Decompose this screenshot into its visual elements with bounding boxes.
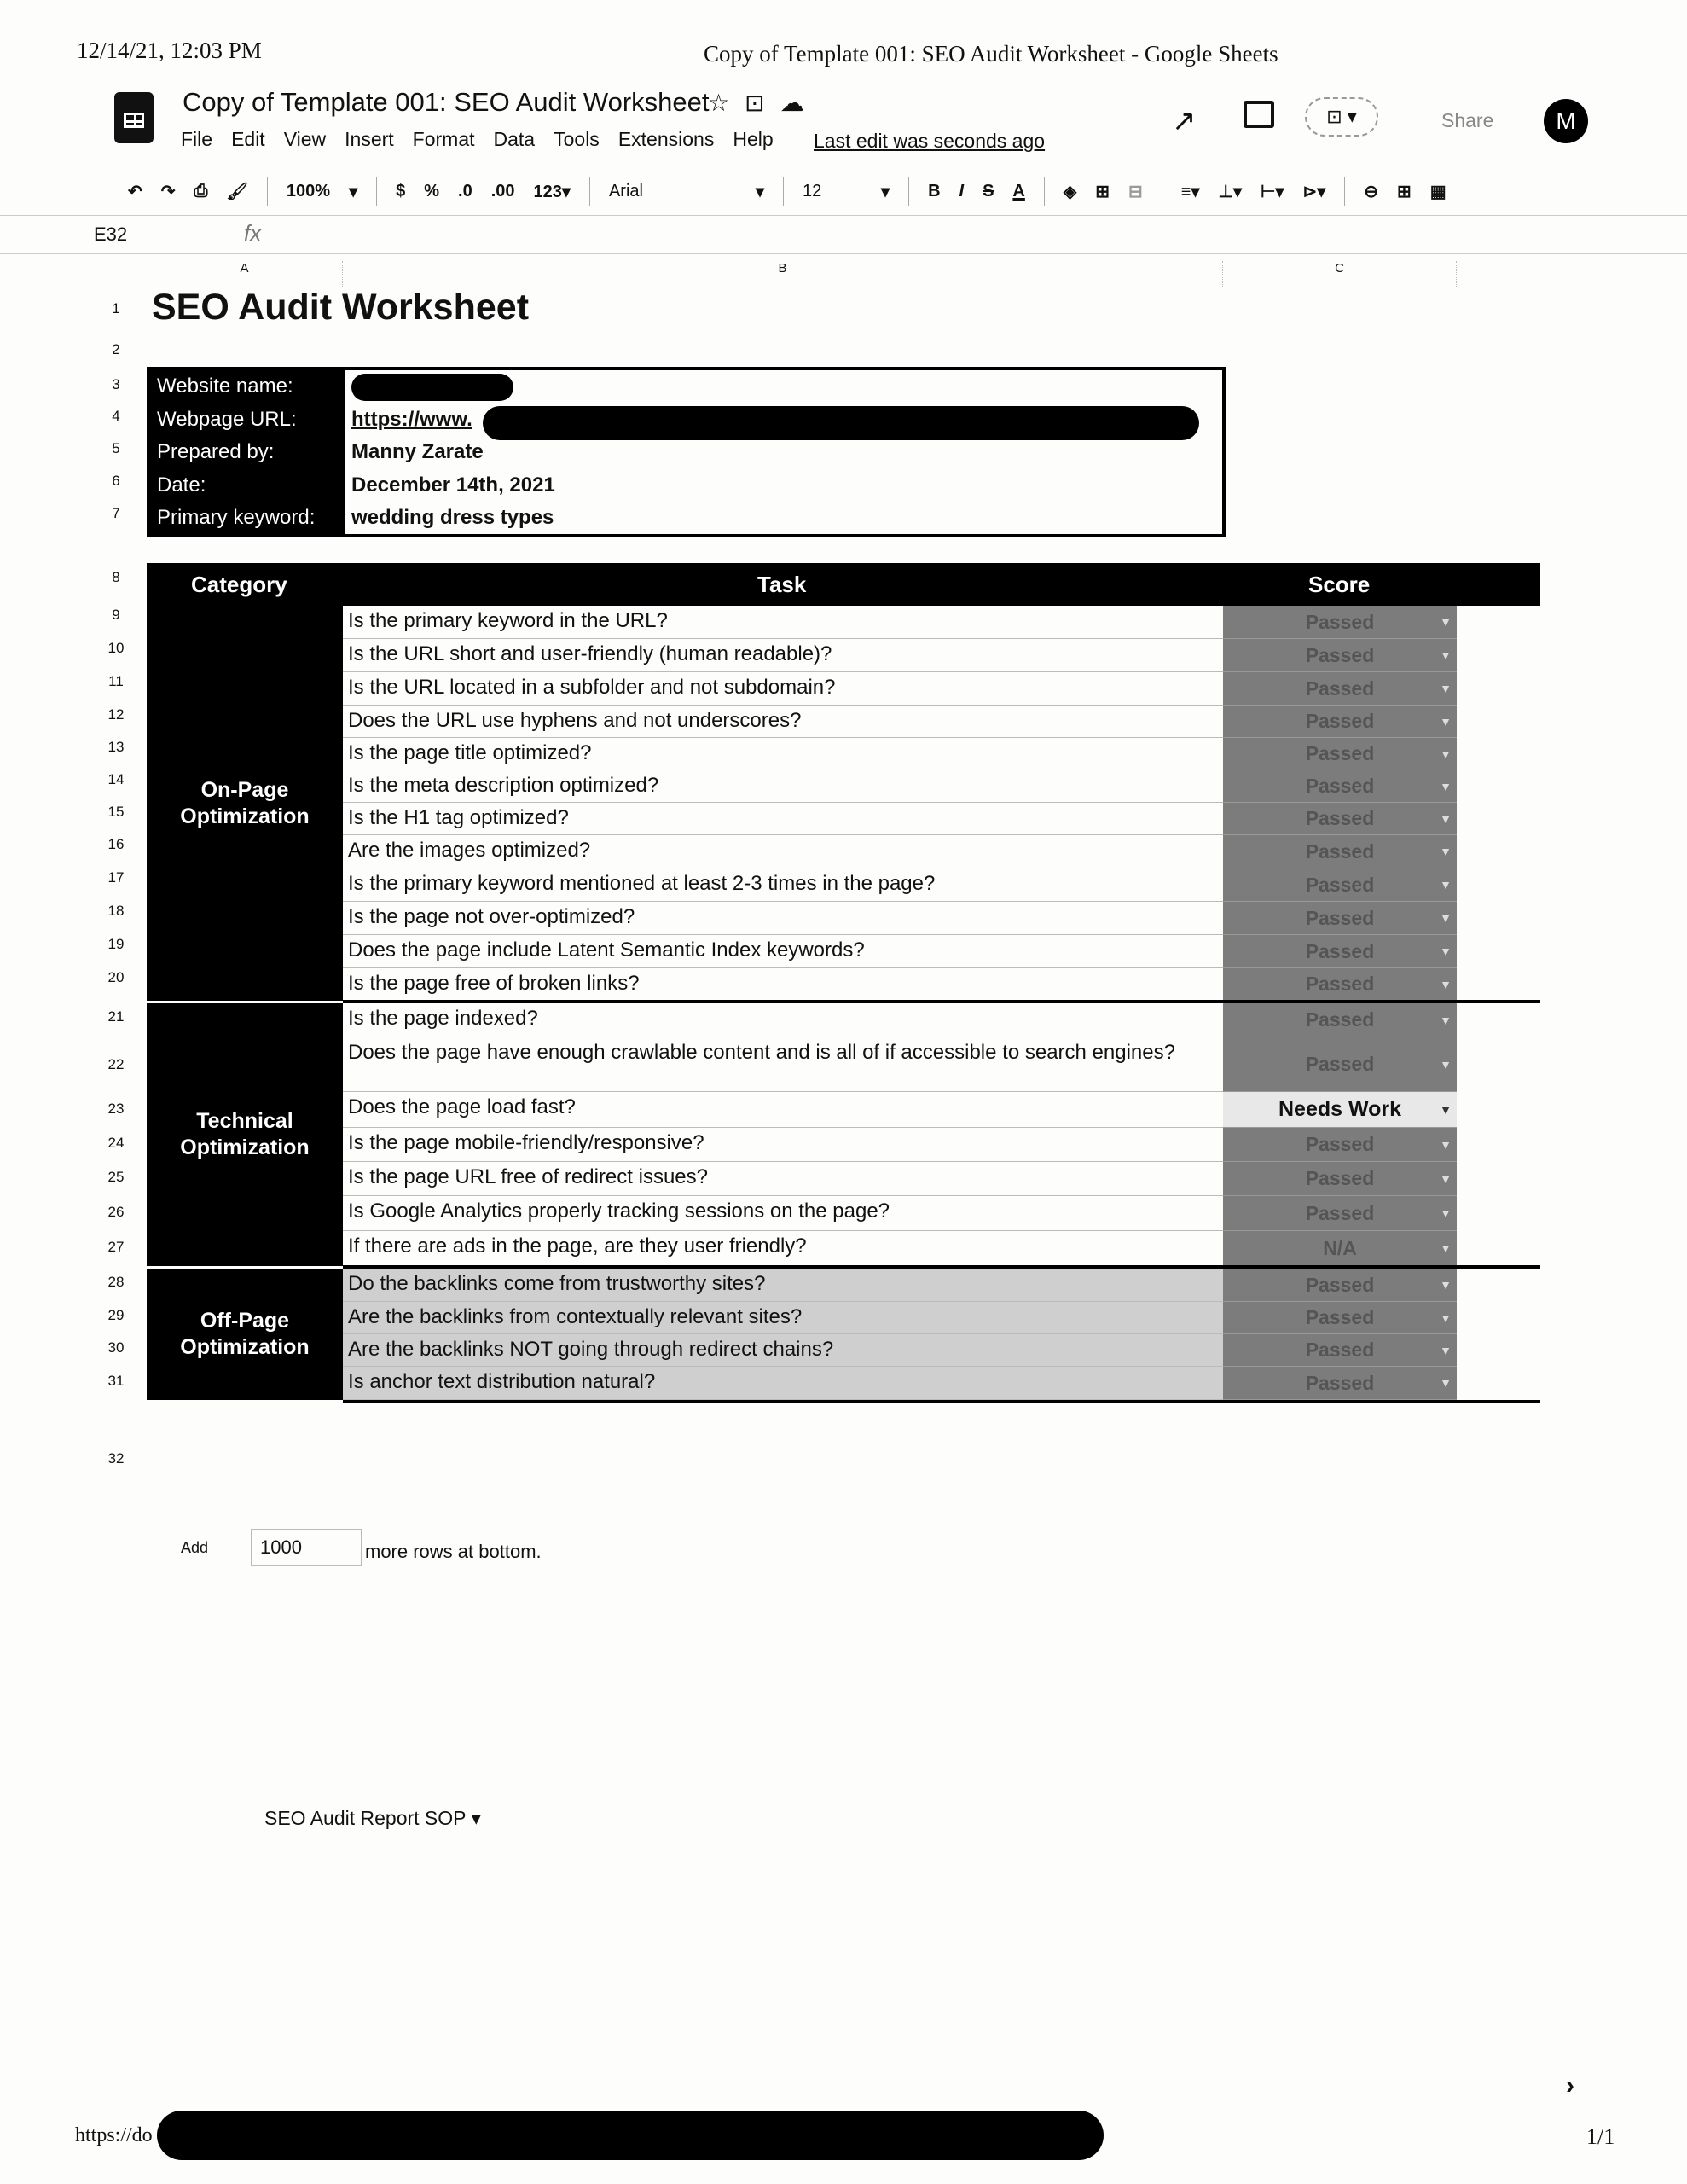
task-row[interactable]: Is the H1 tag optimized? bbox=[343, 803, 1223, 835]
header-score[interactable]: Score bbox=[1308, 572, 1371, 597]
dropdown-arrow-icon[interactable]: ▼ bbox=[1440, 911, 1452, 925]
row-number[interactable]: 22 bbox=[107, 1056, 125, 1072]
print-datetime: 12/14/21, 12:03 PM bbox=[77, 38, 262, 63]
menu-format[interactable]: Format bbox=[412, 128, 475, 150]
score-dropdown[interactable] bbox=[1223, 1162, 1457, 1196]
task-row[interactable]: If there are ads in the page, are they user friendly? bbox=[343, 1231, 1223, 1266]
star-icon[interactable]: ☆ bbox=[708, 90, 745, 116]
chevron-right-icon[interactable]: › bbox=[1566, 2071, 1574, 2100]
row-number[interactable]: 18 bbox=[107, 903, 125, 919]
insert-comment-icon[interactable]: ⊞ bbox=[1397, 182, 1412, 201]
score-value: Passed bbox=[1305, 1201, 1375, 1224]
print-page-title: Copy of Template 001: SEO Audit Worksheet - Google Sheets bbox=[704, 41, 1278, 67]
toolbar-divider bbox=[1044, 177, 1045, 206]
cloud-status-icon[interactable]: ☁ bbox=[780, 90, 820, 116]
row-number[interactable]: 27 bbox=[107, 1239, 125, 1255]
dropdown-arrow-icon[interactable]: ▼ bbox=[1440, 1310, 1452, 1325]
move-folder-icon[interactable]: ⊡ bbox=[745, 90, 780, 116]
sheets-logo-icon[interactable] bbox=[114, 92, 154, 143]
score-dropdown[interactable] bbox=[1223, 803, 1457, 835]
toolbar-divider bbox=[267, 177, 268, 206]
dropdown-arrow-icon[interactable]: ▼ bbox=[1440, 1057, 1452, 1072]
fx-icon: fx bbox=[244, 220, 262, 246]
score-value: Passed bbox=[1305, 906, 1375, 929]
row-number[interactable]: 20 bbox=[107, 969, 125, 985]
info-value-webpage-url[interactable]: https://www. bbox=[351, 407, 472, 431]
info-box bbox=[147, 367, 1226, 537]
row-number[interactable]: 14 bbox=[107, 771, 125, 787]
row-number[interactable]: 10 bbox=[107, 640, 125, 656]
borders-icon[interactable]: ⊞ bbox=[1095, 182, 1110, 201]
score-value: Passed bbox=[1305, 1339, 1375, 1361]
add-rows-suffix: more rows at bottom. bbox=[365, 1541, 542, 1562]
text-color-button[interactable]: A bbox=[1012, 181, 1025, 200]
task-row[interactable]: Is anchor text distribution natural? bbox=[343, 1367, 1223, 1400]
row-number[interactable]: 3 bbox=[112, 376, 120, 392]
add-rows-button[interactable]: Add bbox=[181, 1539, 209, 1556]
task-row[interactable]: Are the backlinks NOT going through redirect chains? bbox=[343, 1334, 1223, 1367]
redo-icon[interactable]: ↷ bbox=[160, 182, 176, 201]
dropdown-arrow-icon[interactable]: ▼ bbox=[1440, 845, 1452, 858]
zoom-chevron-icon[interactable]: ▾ bbox=[349, 182, 358, 201]
row-number[interactable]: 19 bbox=[107, 936, 125, 952]
task-row[interactable]: Is the page indexed? bbox=[343, 1003, 1223, 1037]
score-value: Passed bbox=[1305, 610, 1375, 633]
redaction-mark bbox=[351, 374, 513, 401]
score-dropdown[interactable] bbox=[1223, 1269, 1457, 1302]
menu-file[interactable]: File bbox=[181, 128, 213, 150]
paint-format-icon[interactable]: 🖌 bbox=[226, 182, 248, 201]
font-chevron-icon[interactable]: ▾ bbox=[755, 182, 765, 201]
task-row[interactable]: Is the page free of broken links? bbox=[343, 968, 1223, 1001]
table-header bbox=[147, 563, 1540, 606]
dropdown-arrow-icon[interactable]: ▼ bbox=[1440, 682, 1452, 695]
row-number[interactable]: 12 bbox=[107, 706, 125, 723]
menu-data[interactable]: Data bbox=[493, 128, 536, 150]
score-value: Needs Work bbox=[1278, 1097, 1402, 1121]
dropdown-arrow-icon[interactable]: ▼ bbox=[1440, 977, 1452, 991]
horizontal-align-icon[interactable]: ≡▾ bbox=[1180, 182, 1200, 201]
score-dropdown[interactable] bbox=[1223, 1128, 1457, 1162]
score-value: Passed bbox=[1305, 677, 1375, 700]
row-number[interactable]: 30 bbox=[107, 1339, 125, 1356]
score-value: Passed bbox=[1305, 807, 1375, 829]
score-value: Passed bbox=[1305, 1306, 1375, 1328]
row-number[interactable]: 17 bbox=[107, 869, 125, 886]
menu-bar bbox=[181, 128, 792, 151]
task-row[interactable]: Is the page URL free of redirect issues? bbox=[343, 1162, 1223, 1196]
score-dropdown[interactable] bbox=[1223, 968, 1457, 1001]
print-page-number: 1/1 bbox=[1586, 2124, 1615, 2149]
score-dropdown[interactable] bbox=[1223, 770, 1457, 803]
more-formats-button[interactable]: 123▾ bbox=[533, 182, 571, 201]
score-value: Passed bbox=[1305, 1167, 1375, 1189]
bold-button[interactable]: B bbox=[928, 181, 941, 200]
score-value: Passed bbox=[1305, 839, 1375, 863]
menu-extensions[interactable]: Extensions bbox=[617, 128, 715, 150]
currency-format-button[interactable]: $ bbox=[396, 181, 406, 200]
task-row[interactable]: Does the page load fast? bbox=[343, 1092, 1223, 1128]
score-dropdown[interactable] bbox=[1223, 706, 1457, 738]
dropdown-arrow-icon[interactable]: ▼ bbox=[1440, 1343, 1452, 1357]
row-number[interactable]: 1 bbox=[112, 300, 120, 317]
dropdown-arrow-icon[interactable]: ▼ bbox=[1440, 615, 1452, 629]
category-off-page[interactable]: Off-Page Optimization bbox=[147, 1269, 343, 1400]
row-number[interactable]: 16 bbox=[107, 836, 125, 852]
task-row[interactable]: Is the page not over-optimized? bbox=[343, 902, 1223, 935]
sheet-tab[interactable]: SEO Audit Report SOP ▾ bbox=[264, 1807, 482, 1829]
toolbar bbox=[128, 174, 1465, 208]
menu-view[interactable]: View bbox=[283, 128, 327, 150]
row-number[interactable]: 4 bbox=[112, 408, 120, 424]
dropdown-arrow-icon[interactable]: ▼ bbox=[1440, 811, 1452, 826]
task-row[interactable]: Is the page title optimized? bbox=[343, 738, 1223, 770]
column-header-b[interactable]: B bbox=[343, 261, 1223, 287]
decrease-decimal-button[interactable]: .0 bbox=[458, 181, 472, 200]
section-divider bbox=[343, 1400, 1540, 1403]
score-value: Passed bbox=[1305, 775, 1375, 797]
score-dropdown[interactable] bbox=[1223, 1092, 1457, 1128]
increase-decimal-button[interactable]: .00 bbox=[490, 181, 515, 200]
task-row[interactable]: Is the URL located in a subfolder and not subdomain? bbox=[343, 672, 1223, 706]
toolbar-divider bbox=[908, 177, 909, 206]
row-number[interactable]: 2 bbox=[112, 341, 120, 357]
row-number[interactable]: 8 bbox=[112, 569, 120, 585]
task-row[interactable]: Is Google Analytics properly tracking sessions on the page? bbox=[343, 1196, 1223, 1231]
score-dropdown[interactable] bbox=[1223, 1231, 1457, 1266]
score-dropdown[interactable] bbox=[1223, 1037, 1457, 1092]
dropdown-arrow-icon[interactable]: ▼ bbox=[1440, 878, 1452, 892]
row-number[interactable]: 28 bbox=[107, 1274, 125, 1290]
task-row[interactable]: Is the page mobile-friendly/responsive? bbox=[343, 1128, 1223, 1162]
vertical-align-icon[interactable]: ⊥▾ bbox=[1218, 182, 1242, 201]
merge-cells-icon[interactable]: ⊟ bbox=[1128, 182, 1143, 201]
redaction-mark bbox=[157, 2111, 1104, 2160]
dropdown-arrow-icon[interactable]: ▼ bbox=[1440, 1278, 1452, 1292]
column-header-c[interactable]: C bbox=[1223, 261, 1457, 287]
percent-format-button[interactable]: % bbox=[424, 181, 440, 200]
score-value: N/A bbox=[1323, 1236, 1357, 1259]
print-footer-url: https://do bbox=[75, 2124, 153, 2146]
toolbar-divider bbox=[589, 177, 590, 206]
header-category[interactable]: Category bbox=[191, 572, 287, 597]
score-dropdown[interactable] bbox=[1223, 1003, 1457, 1037]
score-value: Passed bbox=[1305, 1273, 1375, 1296]
info-label-primary-keyword[interactable]: Primary keyword: bbox=[150, 502, 345, 535]
score-dropdown[interactable] bbox=[1223, 935, 1457, 968]
dropdown-arrow-icon[interactable]: ▼ bbox=[1440, 1013, 1452, 1027]
task-row[interactable]: Are the backlinks from contextually relevant sites? bbox=[343, 1302, 1223, 1334]
task-row[interactable]: Are the images optimized? bbox=[343, 835, 1223, 868]
info-label-date[interactable]: Date: bbox=[150, 469, 345, 502]
menu-help[interactable]: Help bbox=[733, 128, 774, 150]
score-value: Passed bbox=[1305, 643, 1375, 666]
insert-link-icon[interactable]: ⊖ bbox=[1364, 182, 1379, 201]
zoom-select[interactable]: 100% bbox=[286, 181, 331, 200]
category-on-page[interactable]: On-Page Optimization bbox=[147, 606, 343, 1001]
dropdown-arrow-icon[interactable]: ▼ bbox=[1440, 648, 1452, 662]
task-row[interactable]: Is the meta description optimized? bbox=[343, 770, 1223, 803]
info-label-webpage-url[interactable]: Webpage URL: bbox=[150, 404, 345, 437]
dropdown-arrow-icon[interactable]: ▼ bbox=[1440, 1171, 1452, 1186]
redaction-mark bbox=[483, 406, 1199, 440]
name-box[interactable]: E32 bbox=[94, 224, 128, 245]
italic-button[interactable]: I bbox=[959, 181, 965, 200]
row-number[interactable]: 32 bbox=[107, 1450, 125, 1467]
font-size-select[interactable]: 12 bbox=[803, 181, 822, 200]
task-row[interactable]: Is the URL short and user-friendly (human readable)? bbox=[343, 639, 1223, 672]
row-number[interactable]: 23 bbox=[107, 1101, 125, 1117]
last-edit-link[interactable]: Last edit was seconds ago bbox=[814, 130, 1046, 152]
row-number[interactable]: 26 bbox=[107, 1204, 125, 1220]
dropdown-arrow-icon[interactable]: ▼ bbox=[1440, 1241, 1452, 1255]
insert-chart-icon[interactable]: ▦ bbox=[1429, 182, 1446, 201]
info-label-prepared-by[interactable]: Prepared by: bbox=[150, 436, 345, 469]
row-number[interactable]: 5 bbox=[112, 440, 120, 456]
text-wrap-icon[interactable]: ⊢▾ bbox=[1260, 182, 1284, 201]
score-dropdown[interactable] bbox=[1223, 606, 1457, 639]
score-dropdown[interactable] bbox=[1223, 1302, 1457, 1334]
toolbar-divider bbox=[1344, 177, 1345, 206]
score-dropdown[interactable] bbox=[1223, 1196, 1457, 1231]
score-value: Passed bbox=[1305, 939, 1375, 962]
score-value: Passed bbox=[1305, 973, 1375, 995]
fill-color-icon[interactable]: ◈ bbox=[1063, 182, 1077, 201]
row-number[interactable]: 24 bbox=[107, 1135, 125, 1151]
score-dropdown[interactable] bbox=[1223, 672, 1457, 706]
score-dropdown[interactable] bbox=[1223, 1334, 1457, 1367]
row-number[interactable]: 7 bbox=[112, 505, 120, 521]
score-dropdown[interactable] bbox=[1223, 835, 1457, 868]
row-number[interactable]: 29 bbox=[107, 1307, 125, 1323]
task-row[interactable]: Does the page include Latent Semantic Index keywords? bbox=[343, 935, 1223, 968]
score-value: Passed bbox=[1305, 710, 1375, 732]
task-row[interactable]: Is the primary keyword mentioned at least 2-3 times in the page? bbox=[343, 868, 1223, 902]
document-title[interactable]: Copy of Template 001: SEO Audit Worksheet bbox=[183, 87, 710, 117]
info-value-primary-keyword[interactable]: wedding dress types bbox=[351, 506, 554, 529]
column-header-a[interactable]: A bbox=[147, 261, 343, 287]
dropdown-arrow-icon[interactable]: ▼ bbox=[1440, 1376, 1452, 1390]
info-label-website-name[interactable]: Website name: bbox=[150, 370, 345, 404]
task-row[interactable]: Is the primary keyword in the URL? bbox=[343, 606, 1223, 639]
strikethrough-button[interactable]: S bbox=[983, 181, 994, 200]
toolbar-divider bbox=[376, 177, 377, 206]
task-row[interactable]: Does the URL use hyphens and not underscores? bbox=[343, 706, 1223, 738]
score-value: Passed bbox=[1305, 1133, 1375, 1155]
row-number[interactable]: 9 bbox=[112, 607, 120, 623]
row-number[interactable]: 21 bbox=[107, 1008, 125, 1025]
row-number[interactable]: 6 bbox=[112, 473, 120, 489]
font-size-chevron-icon[interactable]: ▾ bbox=[881, 182, 890, 201]
dropdown-arrow-icon[interactable]: ▼ bbox=[1440, 779, 1452, 793]
avatar[interactable]: M bbox=[1544, 99, 1588, 143]
add-rows-input[interactable]: 1000 bbox=[251, 1529, 362, 1566]
dropdown-arrow-icon[interactable]: ▼ bbox=[1440, 1206, 1452, 1220]
dropdown-arrow-icon[interactable]: ▼ bbox=[1440, 746, 1452, 761]
print-icon[interactable]: ⎙ bbox=[194, 181, 208, 200]
info-value-date[interactable]: December 14th, 2021 bbox=[351, 473, 555, 497]
score-value: Passed bbox=[1305, 1371, 1375, 1394]
score-dropdown[interactable] bbox=[1223, 902, 1457, 935]
dropdown-arrow-icon[interactable]: ▼ bbox=[1440, 944, 1452, 958]
row-number[interactable]: 31 bbox=[107, 1373, 125, 1389]
menu-edit[interactable]: Edit bbox=[231, 128, 265, 150]
score-value: Passed bbox=[1305, 873, 1375, 896]
sheet-title[interactable]: SEO Audit Worksheet bbox=[152, 287, 530, 328]
share-button[interactable]: Share bbox=[1441, 109, 1494, 131]
activity-trend-icon[interactable]: ↗ bbox=[1172, 105, 1197, 137]
row-number[interactable]: 11 bbox=[108, 673, 124, 689]
score-dropdown[interactable] bbox=[1223, 868, 1457, 902]
score-dropdown[interactable] bbox=[1223, 738, 1457, 770]
score-value: Passed bbox=[1305, 1053, 1375, 1075]
present-button[interactable]: ⊡ ▾ bbox=[1305, 97, 1378, 136]
info-value-prepared-by[interactable]: Manny Zarate bbox=[351, 440, 484, 463]
score-dropdown[interactable] bbox=[1223, 639, 1457, 672]
category-technical[interactable]: Technical Optimization bbox=[147, 1003, 343, 1266]
title-icons bbox=[708, 89, 820, 117]
menu-tools[interactable]: Tools bbox=[554, 128, 600, 150]
undo-icon[interactable]: ↶ bbox=[128, 182, 142, 201]
menu-insert[interactable]: Insert bbox=[345, 128, 394, 150]
toolbar-divider bbox=[783, 177, 784, 206]
task-row[interactable]: Do the backlinks come from trustworthy sites? bbox=[343, 1269, 1223, 1302]
dropdown-arrow-icon[interactable]: ▼ bbox=[1440, 1102, 1452, 1117]
dropdown-arrow-icon[interactable]: ▼ bbox=[1440, 1137, 1452, 1152]
text-rotation-icon[interactable]: ⊳▾ bbox=[1302, 182, 1326, 201]
score-value: Passed bbox=[1305, 1008, 1375, 1031]
score-dropdown[interactable] bbox=[1223, 1367, 1457, 1400]
comment-history-icon[interactable] bbox=[1244, 101, 1274, 128]
row-number[interactable]: 13 bbox=[107, 739, 125, 755]
row-number[interactable]: 25 bbox=[107, 1169, 125, 1185]
font-family-select[interactable]: Arial bbox=[608, 181, 643, 200]
task-row[interactable]: Does the page have enough crawlable content and is all of if accessible to search engines? bbox=[343, 1037, 1223, 1092]
dropdown-arrow-icon[interactable]: ▼ bbox=[1440, 714, 1452, 729]
header-task[interactable]: Task bbox=[757, 572, 807, 597]
score-value: Passed bbox=[1305, 742, 1375, 764]
row-number[interactable]: 15 bbox=[107, 804, 125, 820]
